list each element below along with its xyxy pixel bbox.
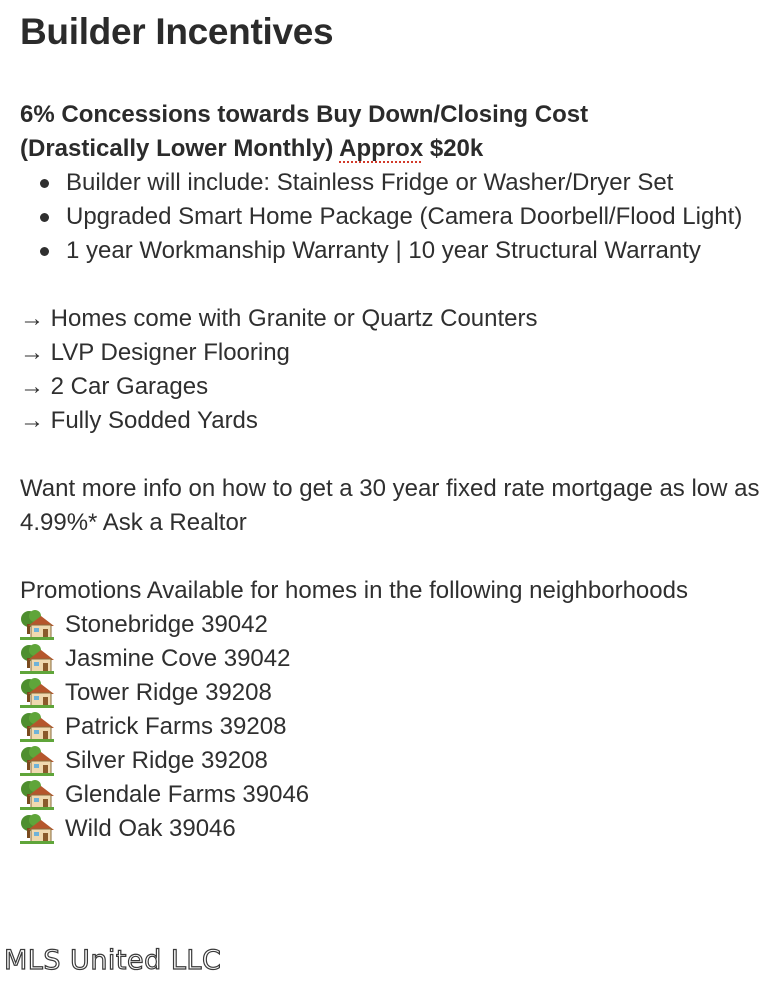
feature-item: → Homes come with Granite or Quartz Counters: [20, 305, 538, 332]
house-with-garden-icon: [20, 678, 54, 708]
incentive-bullet-list: [20, 166, 765, 268]
neighborhood-name: Glendale Farms 39046: [65, 781, 310, 808]
house-with-garden-icon: [20, 610, 54, 640]
spacer: [20, 268, 765, 302]
bullet-item: 1 year Workmanship Warranty | 10 year Structural Warranty: [20, 234, 765, 268]
neighborhood-item: [20, 676, 765, 710]
neighborhood-item: [20, 744, 765, 778]
headline-line-1: 6% Concessions towards Buy Down/Closing Cost: [20, 101, 589, 128]
mls-watermark: MLS United LLC: [4, 945, 222, 976]
neighborhood-item: [20, 778, 765, 812]
neighborhood-name: Wild Oak 39046: [65, 815, 236, 842]
neighborhood-item: [20, 608, 765, 642]
bullet-item: Builder will include: Stainless Fridge or Washer/Dryer Set: [20, 166, 765, 200]
house-with-garden-icon: [20, 644, 54, 674]
concessions-headline: [20, 98, 765, 166]
neighborhood-name: Patrick Farms 39208: [65, 713, 287, 740]
house-with-garden-icon: [20, 746, 54, 776]
spellcheck-flagged-word: Approx: [339, 135, 424, 162]
neighborhood-item: [20, 812, 765, 846]
feature-item: → LVP Designer Flooring: [20, 339, 290, 366]
neighborhood-name: Silver Ridge 39208: [65, 747, 268, 774]
house-with-garden-icon: [20, 712, 54, 742]
house-with-garden-icon: [20, 780, 54, 810]
neighborhood-item: [20, 710, 765, 744]
neighborhood-list: [20, 608, 765, 846]
house-with-garden-icon: [20, 814, 54, 844]
headline-line-2-end: $20k: [423, 135, 484, 162]
neighborhood-name: Stonebridge 39042: [65, 611, 268, 638]
neighborhood-name: Jasmine Cove 39042: [65, 645, 291, 672]
spacer: [20, 438, 765, 472]
page-title: Builder Incentives: [20, 11, 334, 52]
feature-list: [20, 302, 765, 438]
spacer: [20, 56, 765, 98]
spacer: [20, 540, 765, 574]
mortgage-note: Want more info on how to get a 30 year fixed rate mortgage as low as 4.99%* Ask a Realtor: [20, 475, 760, 536]
feature-item: → Fully Sodded Yards: [20, 407, 258, 434]
neighborhood-name: Tower Ridge 39208: [65, 679, 272, 706]
feature-item: → 2 Car Garages: [20, 373, 209, 400]
headline-line-2: [20, 132, 765, 166]
bullet-item: Upgraded Smart Home Package (Camera Doorbell/Flood Light): [20, 200, 765, 234]
promotions-intro: Promotions Available for homes in the following neighborhoods: [20, 577, 688, 604]
document: [20, 8, 765, 846]
headline-line-2-start: (Drastically Lower Monthly): [20, 135, 340, 162]
neighborhood-item: [20, 642, 765, 676]
